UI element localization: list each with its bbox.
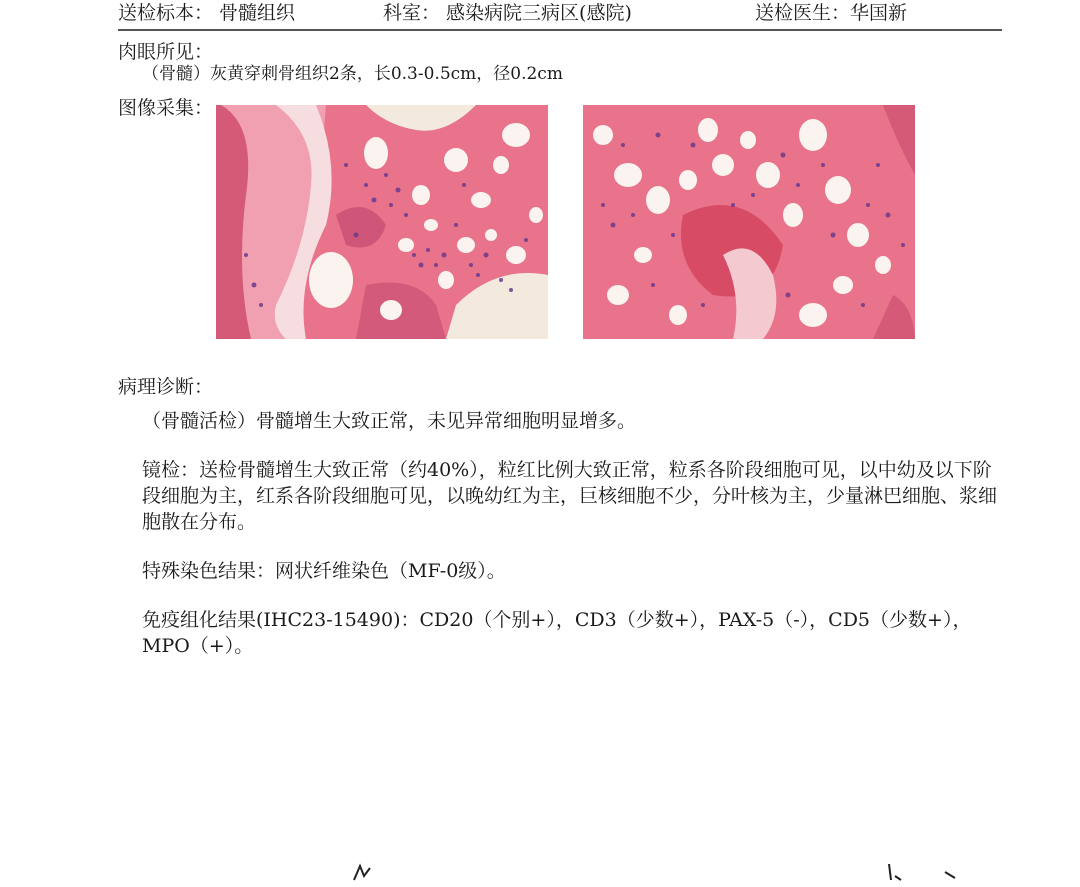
images-label: 图像采集：: [118, 97, 214, 119]
gross-description: （骨髓）灰黄穿刺骨组织2条，长0.3-0.5cm，径0.2cm: [142, 64, 563, 84]
micrograph-left: [216, 105, 548, 339]
specimen-field: 送检标本： 骨髓组织: [118, 2, 296, 24]
microscopy-findings: 镜检：送检骨髓增生大致正常（约40%），粒红比例大致正常，粒系各阶段细胞可见，以中幼及以下阶段细胞为主，红系各阶段细胞可见，以晚幼红为主，巨核细胞不少，分叶核为主，少量淋巴细胞、浆细胞散在分布。: [142, 459, 998, 533]
special-stain-result: 特殊染色结果：网状纤维染色（MF-0级）。: [142, 560, 506, 582]
diagnosis-label: 病理诊断：: [118, 376, 214, 398]
doctor-field: 送检医生：华国新: [755, 2, 908, 24]
signature-mark-left: [350, 862, 380, 887]
gross-label: 肉眼所见：: [118, 41, 214, 63]
diagnosis-summary: （骨髓活检）骨髓增生大致正常，未见异常细胞明显增多。: [142, 410, 637, 432]
report-header: [0, 0, 1080, 30]
header-divider: [118, 29, 1002, 31]
ihc-result: 免疫组化结果(IHC23-15490)：CD20（个别+），CD3（少数+），PAX-5（-），CD5（少数+），MPO（+）。: [142, 609, 972, 657]
department-field: 科室： 感染病院三病区(感院): [383, 2, 632, 24]
micrograph-right: [583, 105, 915, 339]
signature-mark-right: [885, 862, 965, 887]
